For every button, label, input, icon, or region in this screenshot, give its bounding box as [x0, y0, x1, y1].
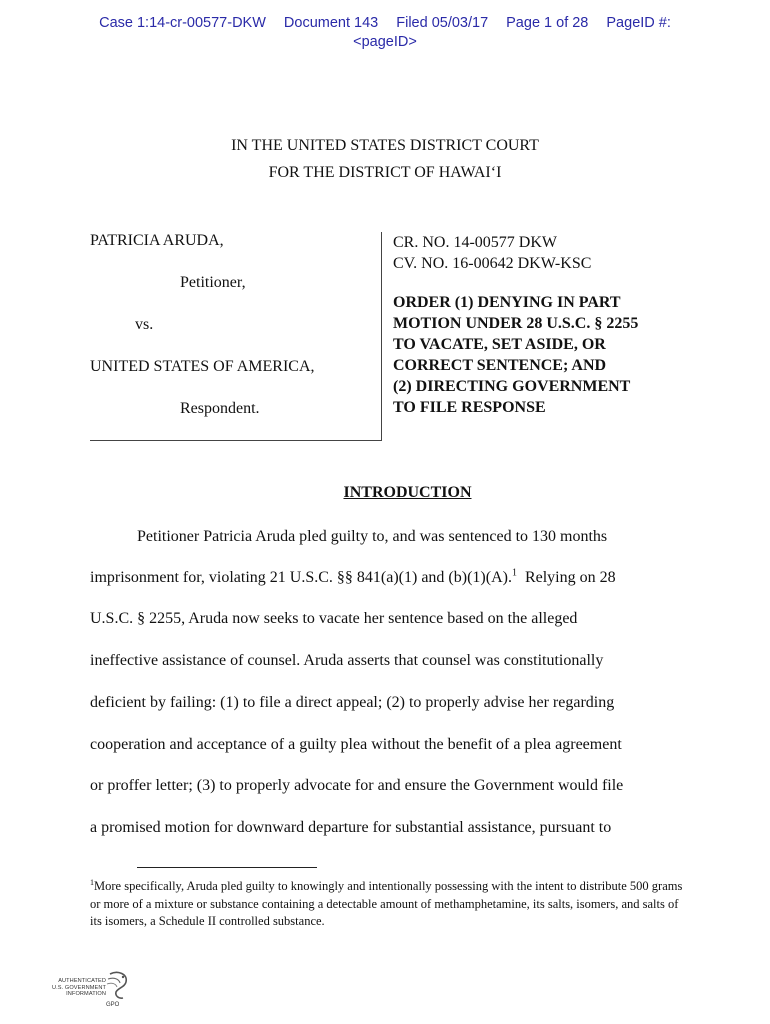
court-line-2: FOR THE DISTRICT OF HAWAI‘I [268, 164, 502, 181]
body-line-2-text: imprisonment for, violating 21 U.S.C. §§ 841(a)(1) and (b)(1)(A). [90, 569, 512, 586]
document-number: Document 143 [283, 15, 379, 31]
criminal-case-number: CR. NO. 14-00577 DKW [393, 234, 557, 251]
gpo-authentication-seal [44, 968, 134, 1012]
seal-line-3: INFORMATION [66, 991, 106, 998]
versus: vs. [135, 316, 154, 333]
gpo-mark: GPO [106, 1002, 120, 1008]
ecf-header [0, 14, 770, 52]
body-line-1: Petitioner Patricia Aruda pled guilty to, and was sentenced to 130 months [137, 528, 608, 545]
page-count: Page 1 of 28 [506, 15, 589, 31]
eagle-seal-icon [104, 970, 132, 1002]
filed-date: Filed 05/03/17 [396, 15, 489, 31]
body-line-8: a promised motion for downward departure for substantial assistance, pursuant to [90, 819, 612, 836]
section-heading: INTRODUCTION [343, 484, 472, 501]
petitioner-role: Petitioner, [180, 274, 246, 291]
seal-line-2: U.S. GOVERNMENT [51, 984, 106, 991]
body-line-3: U.S.C. § 2255, Aruda now seeks to vacate her sentence based on the alleged [90, 610, 578, 627]
body-line-5: deficient by failing: (1) to file a direct appeal; (2) to properly advise her regarding [90, 694, 615, 711]
court-title [0, 132, 770, 186]
footnote [90, 878, 690, 931]
pageid-label: PageID #: [606, 15, 671, 31]
body-line-7: or proffer letter; (3) to properly advocate for and ensure the Government would file [90, 777, 624, 794]
case-caption-numbers [393, 232, 683, 418]
respondent-name: UNITED STATES OF AMERICA, [90, 358, 315, 375]
court-line-1: IN THE UNITED STATES DISTRICT COURT [231, 137, 539, 154]
seal-line-1: AUTHENTICATED [58, 978, 106, 984]
civil-case-number: CV. NO. 16-00642 DKW-KSC [393, 255, 592, 272]
ecf-header-line1 [0, 14, 770, 33]
body-line-2-tail: Relying on 28 [516, 569, 616, 586]
order-title: ORDER (1) DENYING IN PART MOTION UNDER 28 U.S.C. § 2255 TO VACATE, SET ASIDE, OR CORRECT SENTENCE; AND (2) DIRECTING GOVERNMENT TO FILE RESPONSE [393, 294, 639, 416]
footnote-separator [137, 867, 317, 868]
case-caption-parties [90, 232, 382, 441]
footnote-reference: 1 [511, 567, 517, 579]
body-line-6: cooperation and acceptance of a guilty plea without the benefit of a plea agreement [90, 736, 622, 753]
body-line-4: ineffective assistance of counsel. Aruda asserts that counsel was constitutionally [90, 652, 604, 669]
footnote-marker: 1 [90, 877, 94, 887]
respondent-role: Respondent. [180, 400, 260, 417]
footnote-text: More specifically, Aruda pled guilty to knowingly and intentionally possessing with the intent to distribute 500 grams or more of a mixture or substance containing a detectable amount of methamphetamine, its salts, isomers, and salts of its isomers, a Schedule II controlled substance. [90, 879, 683, 928]
case-number: Case 1:14-cr-00577-DKW [99, 15, 266, 31]
petitioner-name: PATRICIA ARUDA, [90, 232, 224, 249]
seal-text [44, 978, 106, 998]
body-line-2 [90, 569, 616, 587]
pageid-value: <pageID> [353, 34, 417, 50]
